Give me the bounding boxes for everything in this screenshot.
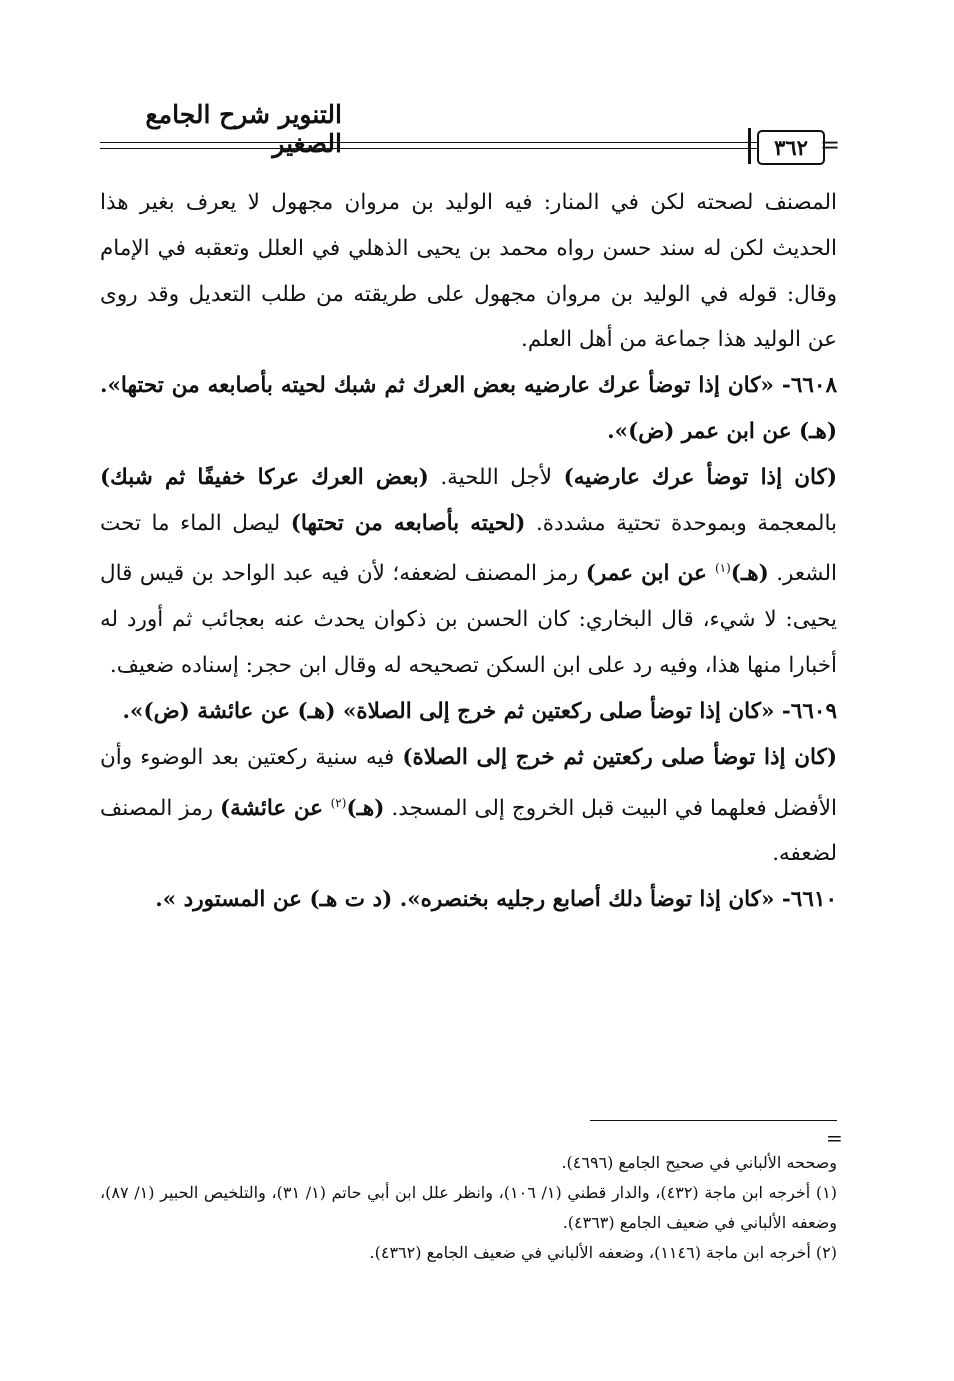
footnote-2: (٢) أخرجه ابن ماجة (١١٤٦)، وضعفه الألباني في ضعيف الجامع (٤٣٦٢). bbox=[369, 1243, 837, 1262]
quote-span: (بعض العرك عركا خفيفًا ثم شبك) bbox=[100, 464, 429, 490]
commentary-span: ليصل الماء ما تحت الشعر. bbox=[100, 510, 837, 587]
paragraph-continuation: المصنف لصحته لكن في المنار: فيه الوليد بن مروان مجهول لا يعرف بغير هذا الحديث لكن له سند حسن رواه محمد بن يحيى الذهلي في العلل وتعقبه في الإمام وقال: قوله في الوليد بن مروان مجهول على طريقته من طلب التعديل وقد روى عن الوليد هذا جماعة من أهل العلم. bbox=[100, 190, 837, 353]
commentary-span: لأجل اللحية. bbox=[428, 464, 564, 490]
footnote-ref-2: (٢) bbox=[330, 795, 347, 810]
quote-span: (كان إذا توضأ صلى ركعتين ثم خرج إلى الصلاة) bbox=[402, 744, 837, 770]
footnote-continuation: وصححه الألباني في صحيح الجامع (٤٦٩٦). bbox=[561, 1153, 837, 1172]
quote-span: عن عائشة) bbox=[219, 795, 331, 821]
footnotes bbox=[100, 1148, 837, 1268]
page-number-bar bbox=[748, 128, 751, 164]
source-symbol: (هـ) bbox=[346, 795, 385, 821]
quote-span: (كان إذا توضأ عرك عارضيه) bbox=[563, 464, 837, 490]
header-rule-bottom bbox=[100, 148, 757, 149]
running-title: التنوير شرح الجامع الصغير bbox=[145, 100, 342, 158]
quote-span: (لحيته بأصابعه من تحتها) bbox=[290, 510, 526, 536]
footnote-continuation-mark: = bbox=[826, 1126, 843, 1150]
hadith-6609-text: ٦٦٠٩- «كان إذا توضأ صلى ركعتين ثم خرج إلى الصلاة» (هـ) عن عائشة (ض)». bbox=[122, 698, 837, 724]
commentary-6609 bbox=[100, 735, 837, 878]
page-number: ٣٦٢ bbox=[757, 130, 825, 165]
header-rule-top bbox=[100, 142, 757, 143]
commentary-span: رمز المصنف لضعفه؛ لأن فيه عبد الواحد بن قيس قال يحيى: لا شيء، قال البخاري: كان الحسن بن ذكوان يحدث عنه بعجائب ثم أورد له أخبارا منها هذا، وفيه رد على ابن السكن تصحيحه له وقال ابن حجر: إسناده ضعيف. bbox=[100, 561, 837, 679]
footnote-rule bbox=[590, 1120, 837, 1121]
footnote-ref-1: (١) bbox=[714, 561, 731, 576]
commentary-span: رمز المصنف لضعفه. bbox=[100, 795, 837, 867]
commentary-span: فيه سنية ركعتين بعد الوضوء وأن الأفضل فعلهما في البيت قبل الخروج إلى المسجد. bbox=[100, 744, 837, 821]
continuation-mark: = bbox=[820, 131, 841, 159]
hadith-6608-text: ٦٦٠٨- «كان إذا توضأ عرك عارضيه بعض العرك ثم شبك لحيته بأصابعه من تحتها». (هـ) عن ابن عمر (ض)». bbox=[100, 373, 838, 444]
commentary-6608 bbox=[100, 455, 837, 689]
main-text bbox=[100, 180, 837, 923]
source-symbol: (هـ) bbox=[730, 561, 769, 587]
commentary-span: بالمعجمة وبموحدة تحتية مشددة. bbox=[525, 510, 837, 536]
footnote-1: (١) أخرجه ابن ماجة (٤٣٢)، والدار قطني (١/ ١٠٦)، وانظر علل ابن أبي حاتم (١/ ٣١)، والتلخيص الحبير (١/ ٨٧)، وضعفه الألباني في ضعيف الجامع (٤٣٦٣). bbox=[100, 1183, 837, 1232]
hadith-6610 bbox=[100, 877, 837, 923]
hadith-6608 bbox=[100, 363, 837, 455]
quote-span: عن ابن عمر) bbox=[585, 561, 715, 587]
hadith-6610-text: ٦٦١٠- «كان إذا توضأ دلك أصابع رجليه بخنصره». (د ت هـ) عن المستورد ». bbox=[155, 887, 837, 913]
hadith-6609 bbox=[100, 689, 837, 735]
